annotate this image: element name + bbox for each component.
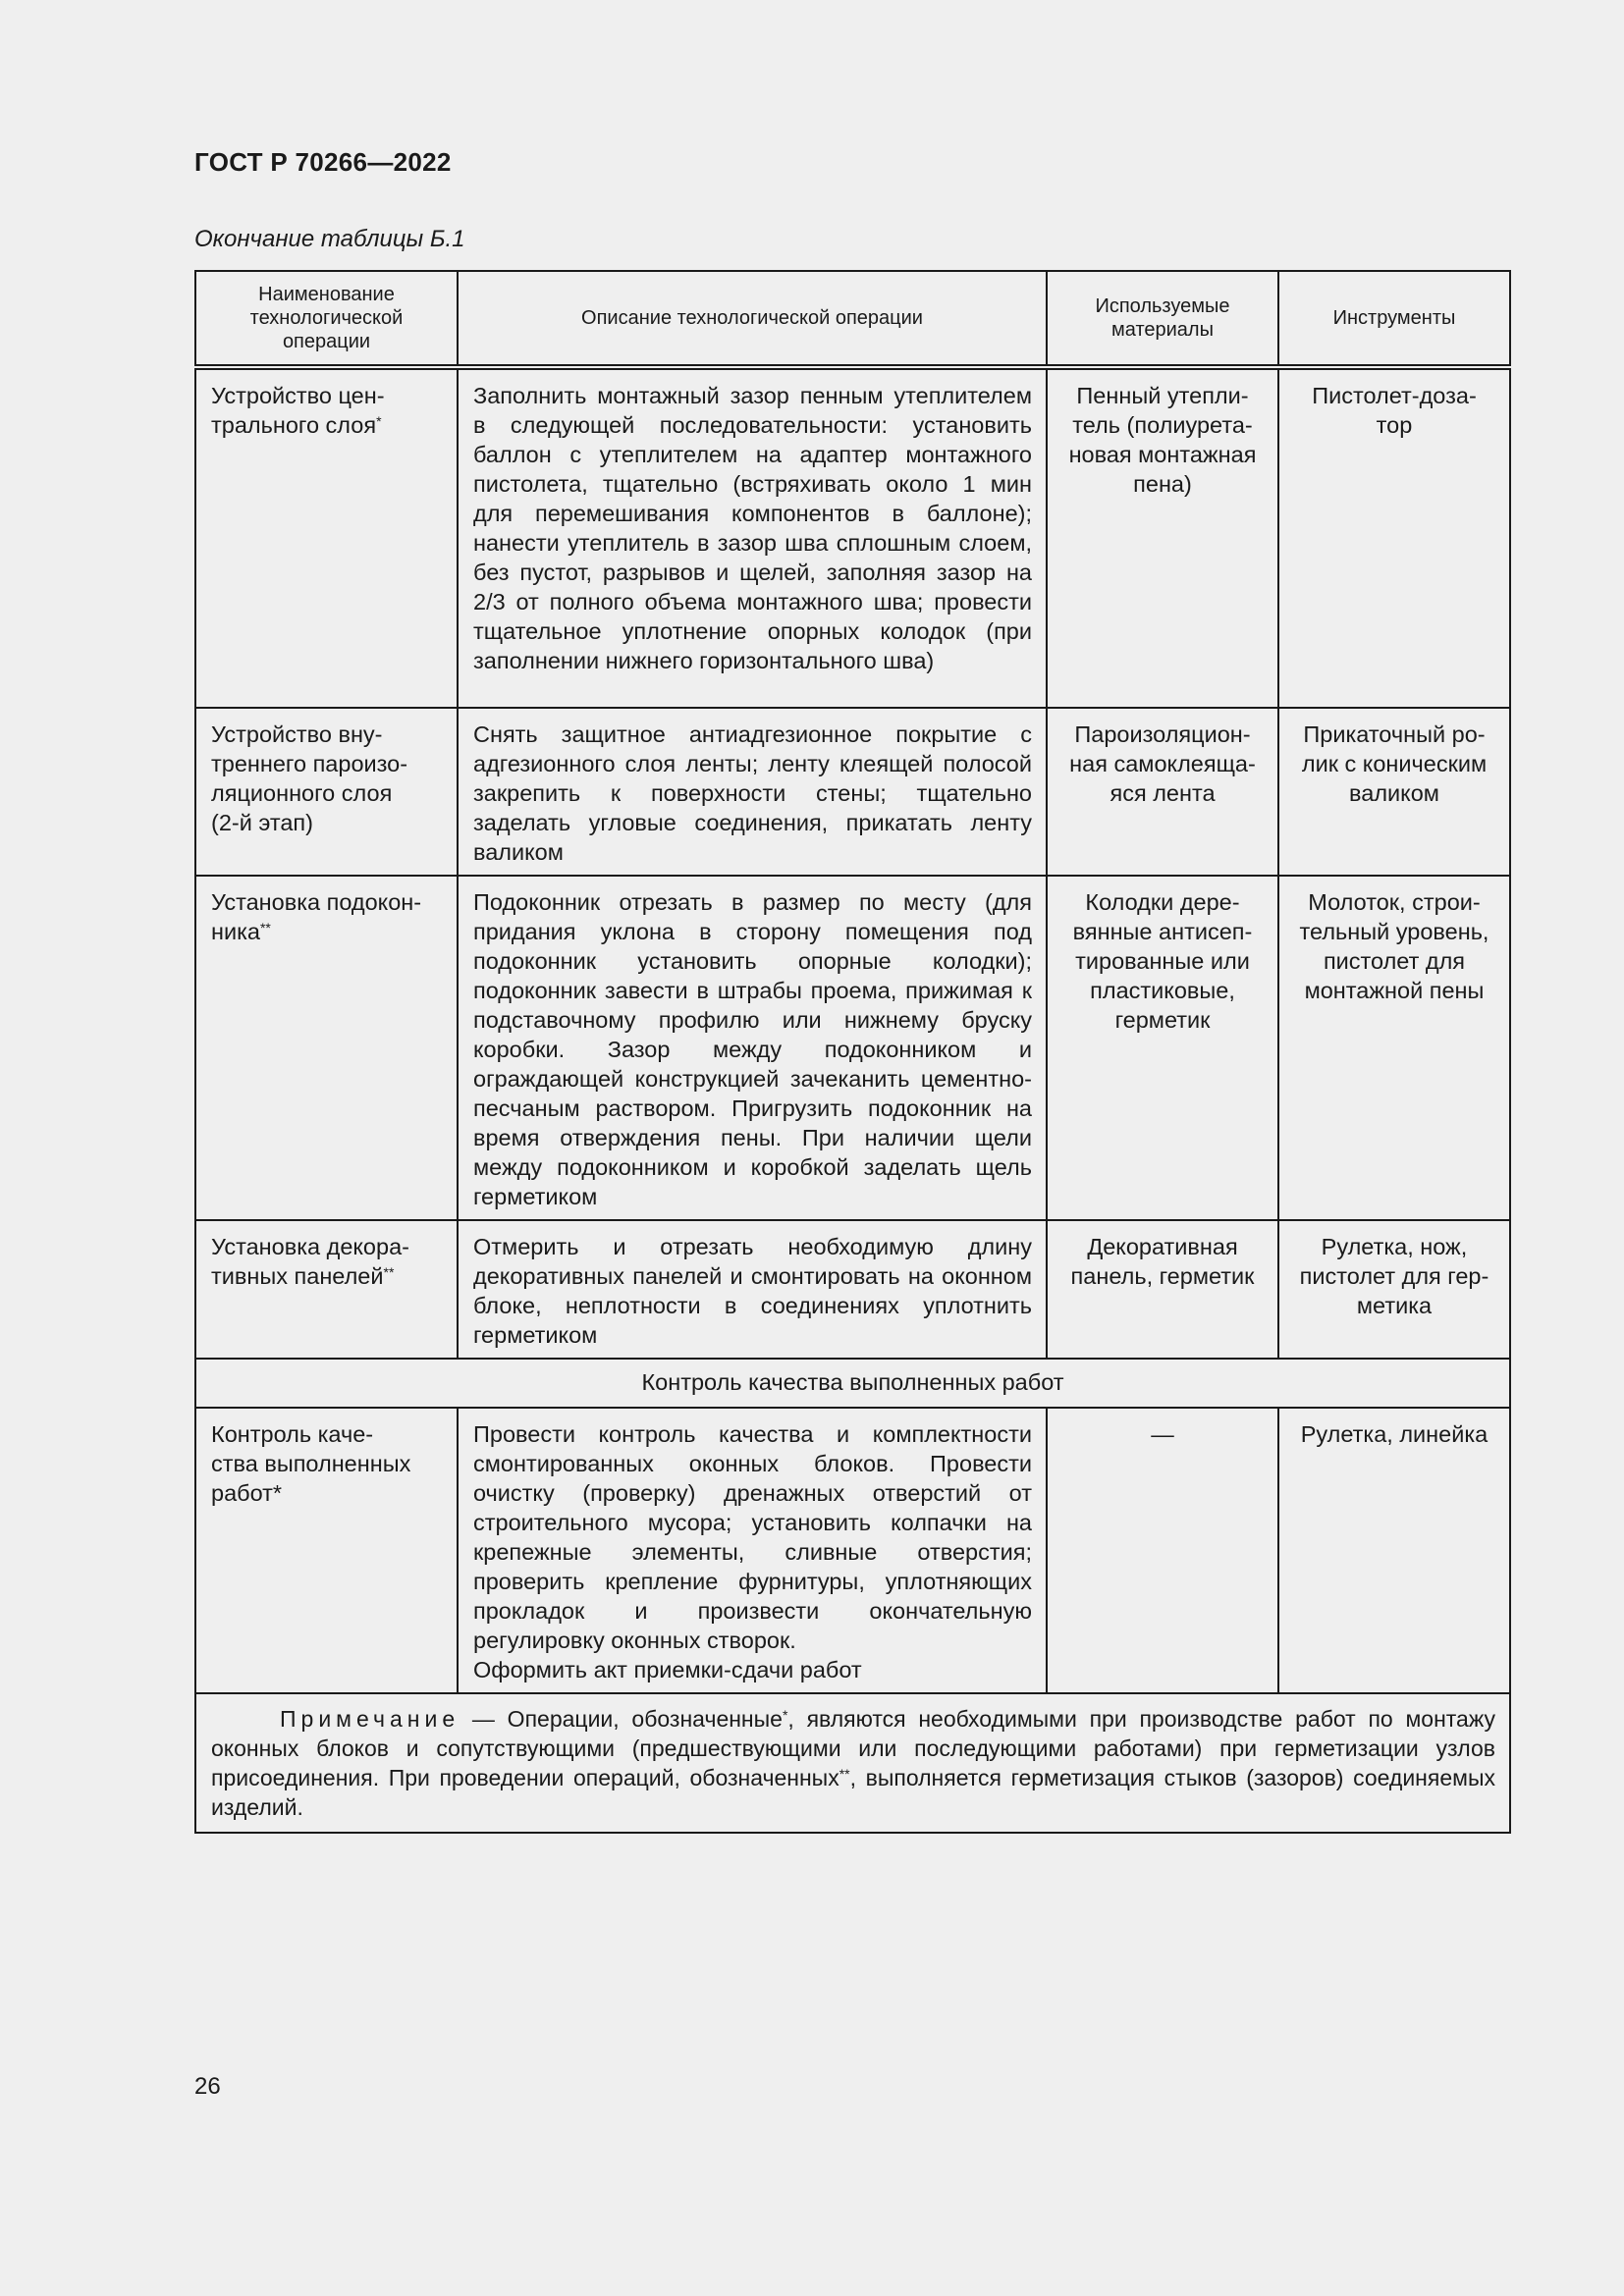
footnote-mark: * <box>376 413 382 429</box>
operation-materials: Пенный утепли- тель (полиурета- новая монтажная пена) <box>1047 367 1278 708</box>
operation-description: Провести контроль качества и комплектности смонтированных оконных блоков. Провести очистку (проверку) дренажных отверстий от строительного мусора; установить колпачки на крепежные элементы, сливные отверстия; проверить крепление фурнитуры, уплотняющих прокладок и произвести окончательную регулировку оконных створок. <box>473 1421 1032 1653</box>
section-title: Контроль качества выполненных работ <box>195 1359 1510 1408</box>
page-number: 26 <box>194 2073 221 2100</box>
table-caption: Окончание таблицы Б.1 <box>194 226 465 252</box>
operation-tools: Рулетка, линейка <box>1278 1408 1510 1693</box>
operation-name-cell <box>195 876 458 1220</box>
operation-materials: Колодки дере- вянные антисеп- тированные или пластиковые, герметик <box>1047 876 1278 1220</box>
operation-description: Подоконник отрезать в размер по месту (для придания уклона в сторону помещения под подоконник установить опорные колодки); подоконник завести в штрабы проема, прижимая к подставочному профилю или нижнему бруску коробки. Зазор между подоконником и ограждающей конструкцией зачеканить цементно-песчаным раствором. Пригрузить подоконник на время отверждения пены. При наличии щели между подоконником и коробкой заделать щель герметиком <box>458 876 1047 1220</box>
note-text-part2: , являются необходимыми при производстве работ по монтажу оконных блоков и сопутствующими (предшествующими или последующими работами) при герметизации узлов присоединения. При проведении операций, обозначенных <box>211 1706 1495 1790</box>
operation-tools: Прикаточный ро- лик с коническим валиком <box>1278 708 1510 876</box>
column-header-description: Описание технологической операции <box>458 271 1047 367</box>
column-header-tools: Инструменты <box>1278 271 1510 367</box>
section-header-row <box>195 1359 1510 1408</box>
table-row <box>195 876 1510 1220</box>
operation-description: Отмерить и отрезать необходимую длину декоративных панелей и смонтировать на оконном блоке, неплотности в соединениях уплотнить герметиком <box>458 1220 1047 1359</box>
table-note <box>195 1693 1510 1833</box>
note-label: Примечание <box>280 1706 460 1732</box>
operation-name: Контроль каче- ства выполненных работ* <box>195 1408 458 1693</box>
table-header-row <box>195 271 1510 367</box>
technology-table <box>194 270 1511 1834</box>
operation-description: Снять защитное антиадгезионное покрытие с адгезионного слоя ленты; ленту клеящей полосой закрепить к поверхности стены; тщательно заделать угловые соединения, прикатать ленту валиком <box>458 708 1047 876</box>
footnote-mark: ** <box>259 920 271 935</box>
operation-materials: Декоративная панель, герметик <box>1047 1220 1278 1359</box>
table-row <box>195 708 1510 876</box>
column-header-materials: Используемые материалы <box>1047 271 1278 367</box>
operation-materials: — <box>1047 1408 1278 1693</box>
note-text-part1: — Операции, обозначенные <box>460 1706 783 1732</box>
operation-materials: Пароизоляцион- ная самоклеяща- яся лента <box>1047 708 1278 876</box>
operation-tools: Пистолет-доза- тор <box>1278 367 1510 708</box>
operation-name-cell <box>195 1220 458 1359</box>
table-row <box>195 1408 1510 1693</box>
column-header-operation: Наименование технологической операции <box>195 271 458 367</box>
operation-description-cell <box>458 1408 1047 1693</box>
footnote-mark: * <box>782 1707 788 1723</box>
operation-tools: Рулетка, нож, пистолет для гер- метика <box>1278 1220 1510 1359</box>
footnote-mark: ** <box>383 1264 395 1280</box>
document-code: ГОСТ Р 70266—2022 <box>194 147 452 177</box>
footnote-mark: ** <box>839 1766 850 1782</box>
table-row <box>195 367 1510 708</box>
operation-name: Установка декора- тивных панелей <box>211 1234 409 1289</box>
operation-description-final: Оформить акт приемки-сдачи работ <box>473 1657 862 1682</box>
note-row <box>195 1693 1510 1833</box>
operation-description: Заполнить монтажный зазор пенным утеплителем в следующей последовательности: установить баллон с утеплителем на адаптер монтажного пистолета, тщательно (встряхивать около 1 мин для перемешивания компонентов в баллоне); нанести утеплитель в зазор шва сплошным слоем, без пустот, разрывов и щелей, заполняя зазор на 2/3 от полного объема монтажного шва; провести тщательное уплотнение опорных колодок (при заполнении нижнего горизонтального шва) <box>458 367 1047 708</box>
operation-name: Установка подокон- ника <box>211 889 422 944</box>
operation-name-cell <box>195 367 458 708</box>
operation-tools: Молоток, строи- тельный уровень, пистолет для монтажной пены <box>1278 876 1510 1220</box>
operation-name: Устройство вну- треннего пароизо- ляционного слоя (2-й этап) <box>195 708 458 876</box>
note-text-part3: , выполняется герметизация стыков (зазоров) соединяемых изделий. <box>211 1765 1495 1820</box>
table-row <box>195 1220 1510 1359</box>
operation-name: Устройство цен- трального слоя <box>211 383 385 438</box>
